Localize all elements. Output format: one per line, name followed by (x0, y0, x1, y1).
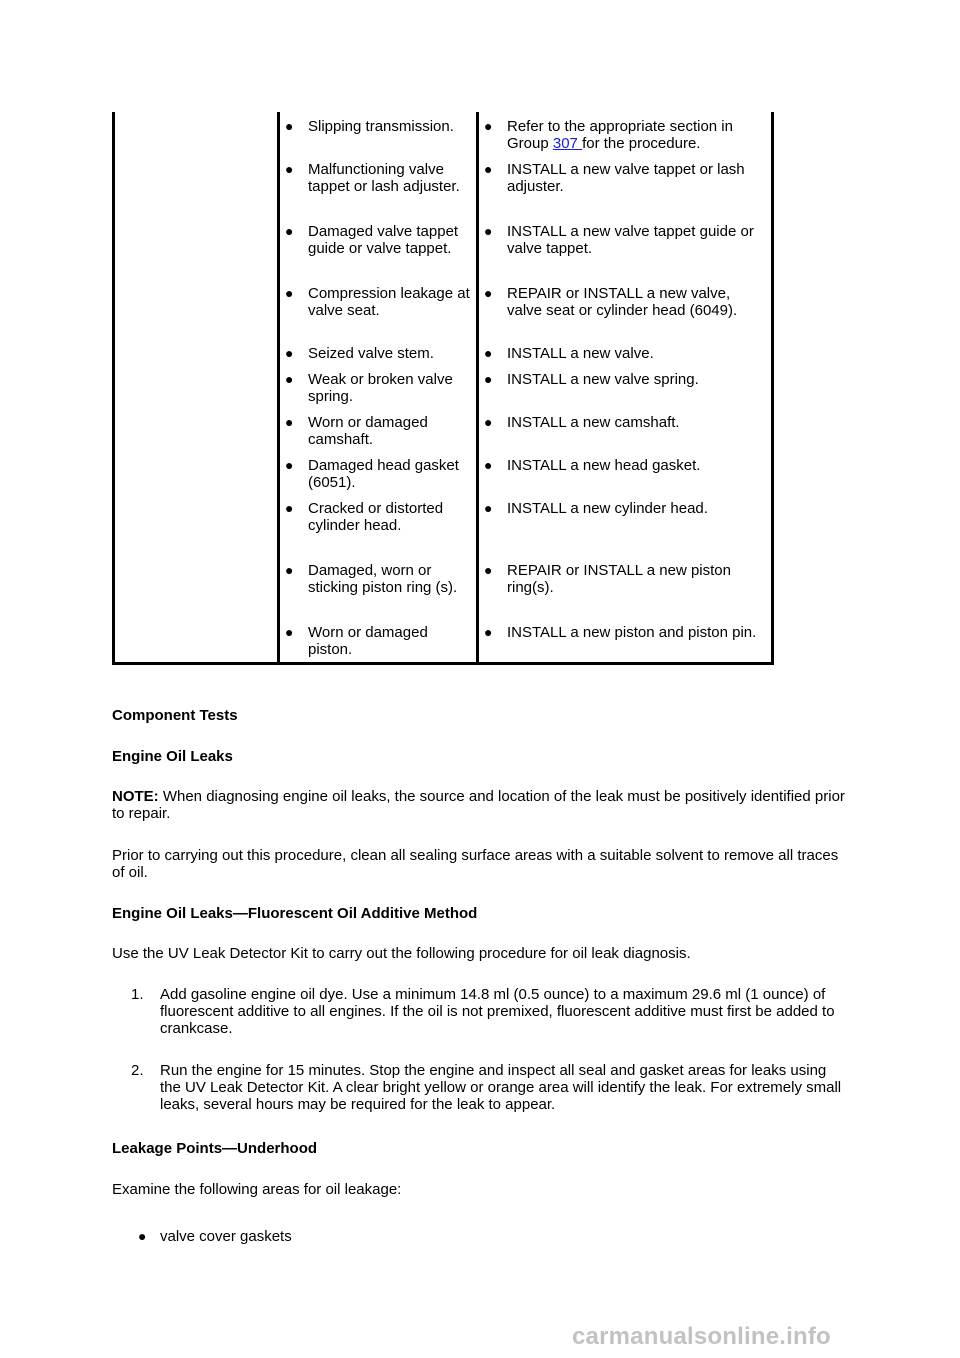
step-number: 1. (131, 986, 144, 1003)
action-cell (484, 371, 767, 388)
action-cell (484, 223, 767, 257)
engine-oil-leaks-heading: Engine Oil Leaks (112, 748, 233, 765)
action-text: INSTALL a new camshaft. (507, 414, 680, 431)
cause-cell (285, 371, 470, 405)
cause-text: Slipping transmission. (308, 118, 454, 135)
examine-paragraph: Examine the following areas for oil leakage: (112, 1181, 402, 1198)
group-307-link[interactable]: 307 (552, 135, 583, 152)
watermark-text: carmanualsonline.info (572, 1323, 831, 1350)
cause-cell (285, 562, 470, 596)
bullet-icon: ● (484, 285, 493, 301)
bullet-icon: ● (138, 1228, 147, 1244)
cause-cell (285, 345, 470, 362)
cause-cell (285, 285, 470, 319)
cause-text: Compression leakage at valve seat. (308, 285, 470, 319)
action-text-post: for the procedure. (582, 135, 701, 152)
cause-cell (285, 161, 470, 195)
bullet-icon: ● (484, 223, 493, 239)
bullet-icon: ● (285, 562, 294, 578)
action-text: INSTALL a new valve spring. (507, 371, 699, 388)
list-item (138, 1228, 292, 1245)
bullet-icon: ● (285, 161, 294, 177)
bullet-icon: ● (285, 345, 294, 361)
bullet-icon: ● (484, 161, 493, 177)
bullet-icon: ● (285, 624, 294, 640)
note-text: When diagnosing engine oil leaks, the source and location of the leak must be positively identified prior to repair. (112, 788, 845, 822)
bullet-icon: ● (285, 457, 294, 473)
action-text: INSTALL a new valve tappet or lash adjuster. (507, 161, 745, 195)
action-cell (484, 118, 767, 152)
table-divider (277, 112, 280, 662)
bullet-icon: ● (484, 118, 493, 134)
step-number: 2. (131, 1062, 144, 1079)
action-text: REPAIR or INSTALL a new piston ring(s). (507, 562, 731, 596)
prior-paragraph: Prior to carrying out this procedure, clean all sealing surface areas with a suitable solvent to remove all traces of oil. (112, 847, 839, 881)
step-text: Add gasoline engine oil dye. Use a minimum 14.8 ml (0.5 ounce) to a maximum 29.6 ml (1 ounce) of fluorescent additive to all engines. If the oil is not premixed, fluorescent additive must first be added to crankcase. (160, 986, 835, 1037)
action-text: INSTALL a new valve. (507, 345, 654, 362)
cause-cell (285, 500, 470, 534)
action-cell (484, 562, 767, 596)
symptom-table (112, 112, 774, 665)
action-cell (484, 285, 767, 319)
action-text: INSTALL a new piston and piston pin. (507, 624, 757, 641)
leakage-points-heading: Leakage Points—Underhood (112, 1140, 318, 1157)
action-text-pre: Refer to the appropriate section in Group (507, 118, 733, 152)
bullet-icon: ● (285, 118, 294, 134)
bullet-icon: ● (484, 414, 493, 430)
cause-text: Damaged head gasket (6051). (308, 457, 459, 491)
cause-cell (285, 624, 470, 658)
cause-text: Cracked or distorted cylinder head. (308, 500, 444, 534)
action-text: INSTALL a new cylinder head. (507, 500, 708, 517)
bullet-icon: ● (285, 500, 294, 516)
table-divider (476, 112, 479, 662)
cause-text: Worn or damaged camshaft. (308, 414, 428, 448)
bullet-icon: ● (484, 500, 493, 516)
action-text: REPAIR or INSTALL a new valve, valve seat or cylinder head (6049). (507, 285, 738, 319)
note-label: NOTE: (112, 788, 159, 805)
bullet-icon: ● (484, 624, 493, 640)
bullet-icon: ● (484, 371, 493, 387)
cause-text: Worn or damaged piston. (308, 624, 428, 658)
cause-text: Damaged, worn or sticking piston ring (s). (308, 562, 458, 596)
action-text: INSTALL a new valve tappet guide or valve tappet. (507, 223, 754, 257)
bullet-icon: ● (484, 345, 493, 361)
cause-cell (285, 118, 470, 135)
cause-text: Seized valve stem. (308, 345, 434, 362)
bullet-icon: ● (285, 414, 294, 430)
action-cell (484, 345, 767, 362)
cause-cell (285, 457, 470, 491)
list-item-text: valve cover gaskets (160, 1228, 292, 1245)
action-cell (484, 414, 767, 431)
use-kit-paragraph: Use the UV Leak Detector Kit to carry out the following procedure for oil leak diagnosis. (112, 945, 691, 962)
bullet-icon: ● (484, 562, 493, 578)
action-text (507, 118, 767, 152)
action-cell (484, 161, 767, 195)
note-paragraph (112, 788, 852, 822)
action-text: INSTALL a new head gasket. (507, 457, 701, 474)
cause-cell (285, 223, 470, 257)
component-tests-heading: Component Tests (112, 707, 238, 724)
step-text: Run the engine for 15 minutes. Stop the engine and inspect all seal and gasket areas for leaks using the UV Leak Detector Kit. A clear bright yellow or orange area will identify the leak. For extremely small leaks, several hours may be required for the leak to appear. (160, 1062, 842, 1113)
action-cell (484, 457, 767, 474)
cause-text: Weak or broken valve spring. (308, 371, 453, 405)
action-cell (484, 500, 767, 517)
cause-text: Malfunctioning valve tappet or lash adjuster. (308, 161, 460, 195)
fluorescent-method-heading: Engine Oil Leaks—Fluorescent Oil Additive Method (112, 905, 478, 922)
bullet-icon: ● (285, 371, 294, 387)
cause-text: Damaged valve tappet guide or valve tappet. (308, 223, 459, 257)
cause-cell (285, 414, 470, 448)
action-cell (484, 624, 767, 641)
bullet-icon: ● (285, 223, 294, 239)
bullet-icon: ● (285, 285, 294, 301)
bullet-icon: ● (484, 457, 493, 473)
